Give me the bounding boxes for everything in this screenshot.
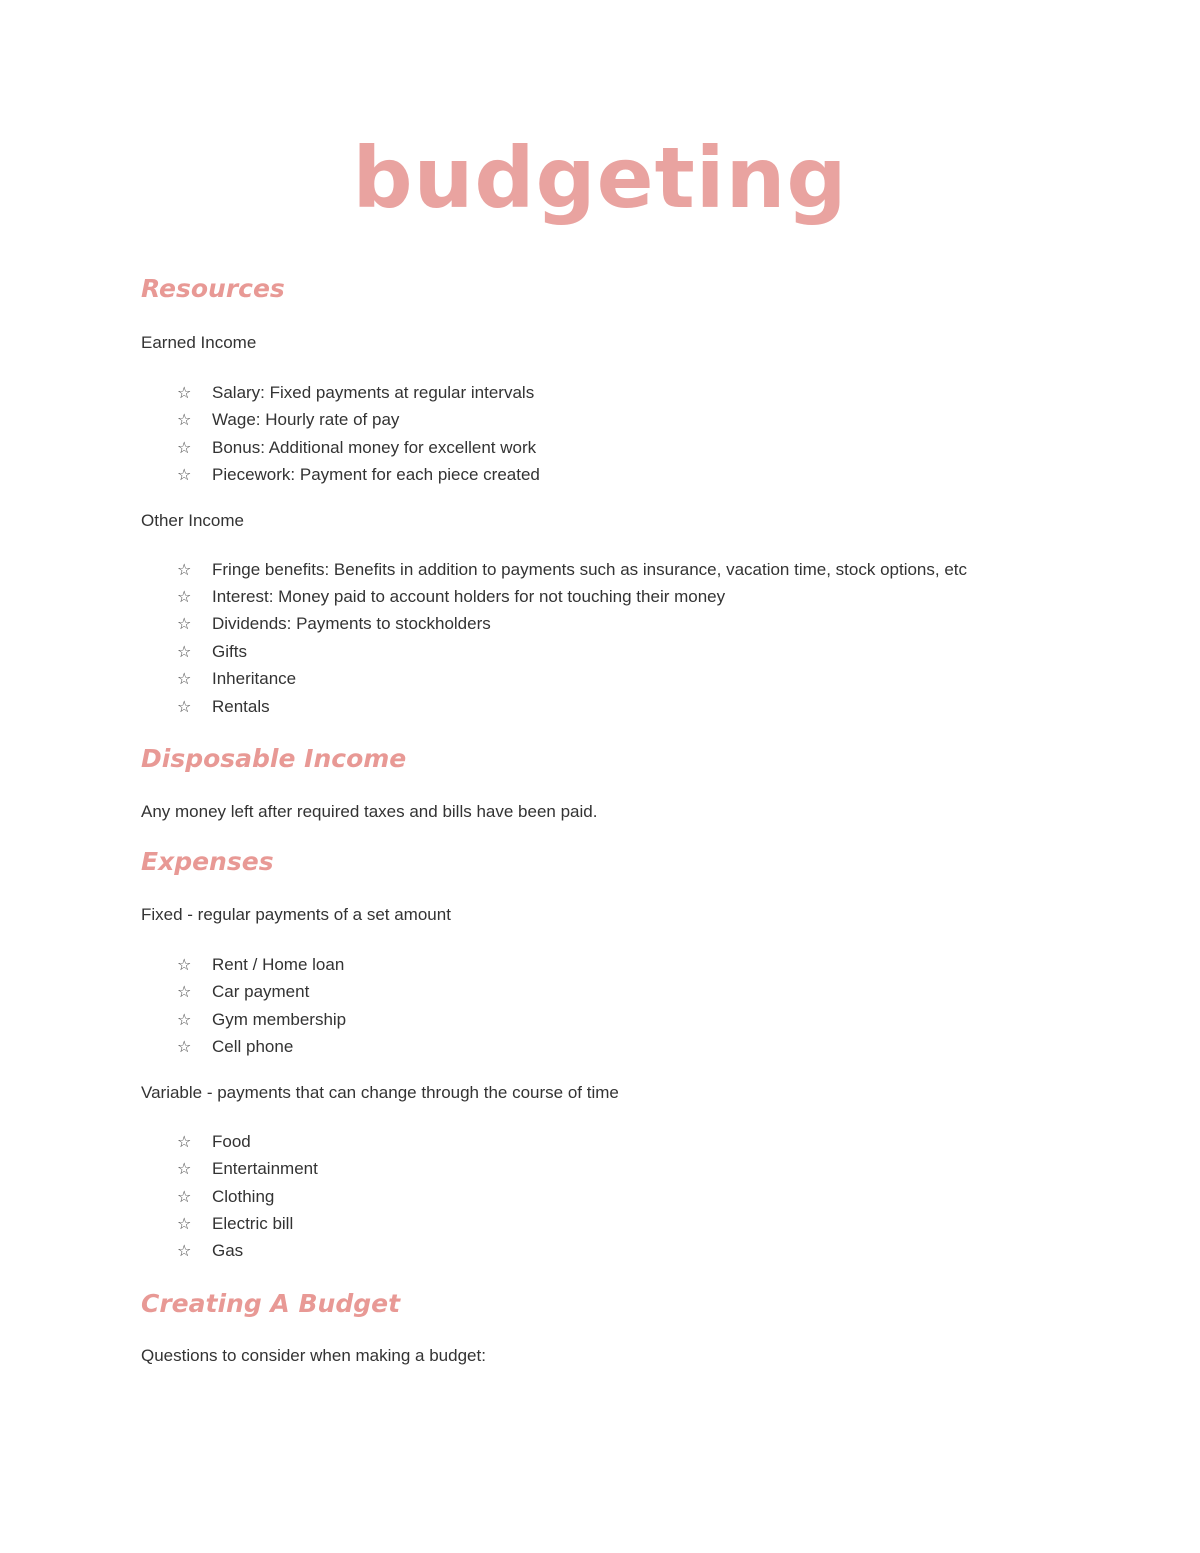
list-item: ☆ Cell phone xyxy=(141,1033,1101,1060)
list-item: ☆ Wage: Hourly rate of pay xyxy=(141,406,1101,433)
star-outline-icon: ☆ xyxy=(177,437,192,457)
list-item: ☆ Gas xyxy=(141,1237,1101,1264)
star-outline-icon: ☆ xyxy=(177,696,192,716)
star-outline-icon: ☆ xyxy=(177,1213,192,1233)
other-income-list xyxy=(141,556,1101,720)
star-outline-icon: ☆ xyxy=(177,559,192,579)
star-outline-icon: ☆ xyxy=(177,1159,192,1179)
heading-expenses: Expenses xyxy=(141,847,274,877)
list-item: ☆ Food xyxy=(141,1128,1101,1155)
other-income-label: Other Income xyxy=(141,510,244,530)
list-item: ☆ Inheritance xyxy=(141,665,1101,692)
star-outline-icon: ☆ xyxy=(177,669,192,689)
list-item: ☆ Electric bill xyxy=(141,1210,1101,1237)
heading-resources: Resources xyxy=(141,274,285,303)
earned-income-list xyxy=(141,379,1101,489)
star-outline-icon: ☆ xyxy=(177,1186,192,1206)
heading-disposable-income: Disposable Income xyxy=(141,744,407,774)
document-body xyxy=(141,270,1101,1367)
star-outline-icon: ☆ xyxy=(177,587,192,607)
disposable-income-text: Any money left after required taxes and bills have been paid. xyxy=(141,802,598,822)
star-outline-icon: ☆ xyxy=(177,641,192,661)
star-outline-icon: ☆ xyxy=(177,410,192,430)
variable-expenses-list xyxy=(141,1128,1101,1265)
star-outline-icon: ☆ xyxy=(177,1037,192,1057)
star-outline-icon: ☆ xyxy=(177,1241,192,1261)
document-title: budgeting xyxy=(352,129,848,227)
list-item: ☆ Clothing xyxy=(141,1183,1101,1210)
star-outline-icon: ☆ xyxy=(177,955,192,975)
list-item: ☆ Gifts xyxy=(141,638,1101,665)
list-item: ☆ Bonus: Additional money for excellent work xyxy=(141,434,1101,461)
list-item: ☆ Gym membership xyxy=(141,1006,1101,1033)
list-item: ☆ Rent / Home loan xyxy=(141,951,1101,978)
list-item: ☆ Salary: Fixed payments at regular intervals xyxy=(141,379,1101,406)
list-item: ☆ Piecework: Payment for each piece created xyxy=(141,461,1101,488)
fixed-expenses-list xyxy=(141,951,1101,1061)
fixed-expenses-label: Fixed - regular payments of a set amount xyxy=(141,905,451,925)
star-outline-icon: ☆ xyxy=(177,982,192,1002)
list-item: ☆ Fringe benefits: Benefits in addition to payments such as insurance, vacation time, stock options, etc xyxy=(141,556,1101,583)
star-outline-icon: ☆ xyxy=(177,1009,192,1029)
list-item: ☆ Entertainment xyxy=(141,1155,1101,1182)
star-outline-icon: ☆ xyxy=(177,465,192,485)
list-item: ☆ Rentals xyxy=(141,693,1101,720)
creating-budget-text: Questions to consider when making a budget: xyxy=(141,1345,486,1365)
list-item: ☆ Dividends: Payments to stockholders xyxy=(141,610,1101,637)
star-outline-icon: ☆ xyxy=(177,383,192,402)
list-item: ☆ Car payment xyxy=(141,978,1101,1005)
heading-creating-a-budget: Creating A Budget xyxy=(141,1288,401,1318)
list-item: ☆ Interest: Money paid to account holders for not touching their money xyxy=(141,583,1101,610)
star-outline-icon: ☆ xyxy=(177,614,192,634)
earned-income-label: Earned Income xyxy=(141,333,257,352)
star-outline-icon: ☆ xyxy=(177,1131,192,1151)
variable-expenses-label: Variable - payments that can change through the course of time xyxy=(141,1082,619,1102)
